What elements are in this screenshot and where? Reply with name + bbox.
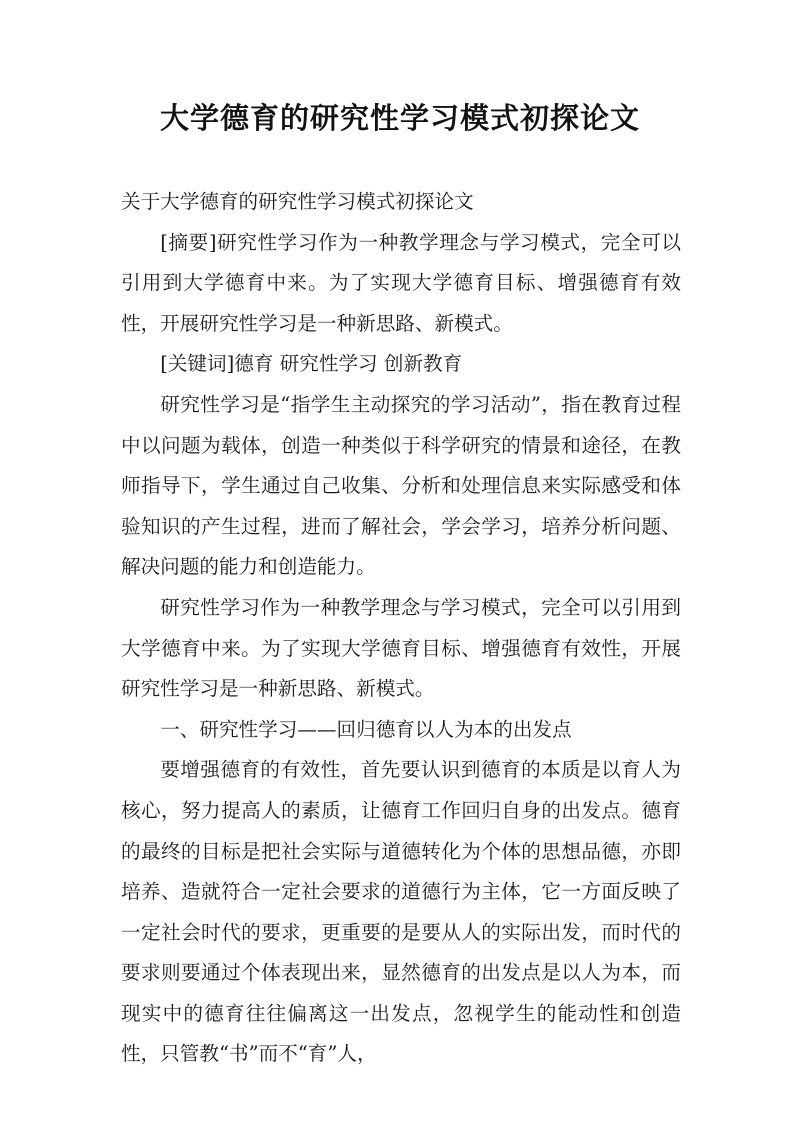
- paragraph: 要增强德育的有效性，首先要认识到德育的本质是以育人为核心，努力提高人的素质，让德育工作回归自身的出发点。德育的最终的目标是把社会实际与道德转化为个体的思想品德，亦即培养、造就符合一定社会要求的道德行为主体，它一方面反映了一定社会时代的要求，更重要的是要从人的实际出发，而时代的要求则要通过个体表现出来，显然德育的出发点是以人为本，而现实中的德育往往偏离这一出发点，忽视学生的能动性和创造性，只管教“书”而不“育”人，: [121, 758, 681, 1066]
- paragraph-subtitle: 关于大学德育的研究性学习模式初探论文: [121, 190, 474, 213]
- document-body: [121, 182, 681, 1075]
- paragraph-keywords: [关键词]德育 研究性学习 创新教育: [160, 352, 463, 376]
- document-title: 大学德育的研究性学习模式初探论文: [159, 101, 640, 135]
- section-heading: 一、研究性学习——回归德育以人为本的出发点: [160, 717, 572, 741]
- paragraph: 研究性学习是“指学生主动探究的学习活动”，指在教育过程中以问题为载体，创造一种类似于科学研究的情景和途径，在教师指导下，学生通过自己收集、分析和处理信息来实际感受和体验知识的产生过程，进而了解社会，学会学习，培养分析问题、解决问题的能力和创造能力。: [121, 392, 681, 579]
- paragraph-abstract: [摘要]研究性学习作为一种教学理念与学习模式，完全可以引用到大学德育中来。为了实现大学德育目标、增强德育有效性，开展研究性学习是一种新思路、新模式。: [121, 230, 681, 335]
- paragraph: 研究性学习作为一种教学理念与学习模式，完全可以引用到大学德育中来。为了实现大学德育目标、增强德育有效性，开展研究性学习是一种新思路、新模式。: [121, 595, 681, 701]
